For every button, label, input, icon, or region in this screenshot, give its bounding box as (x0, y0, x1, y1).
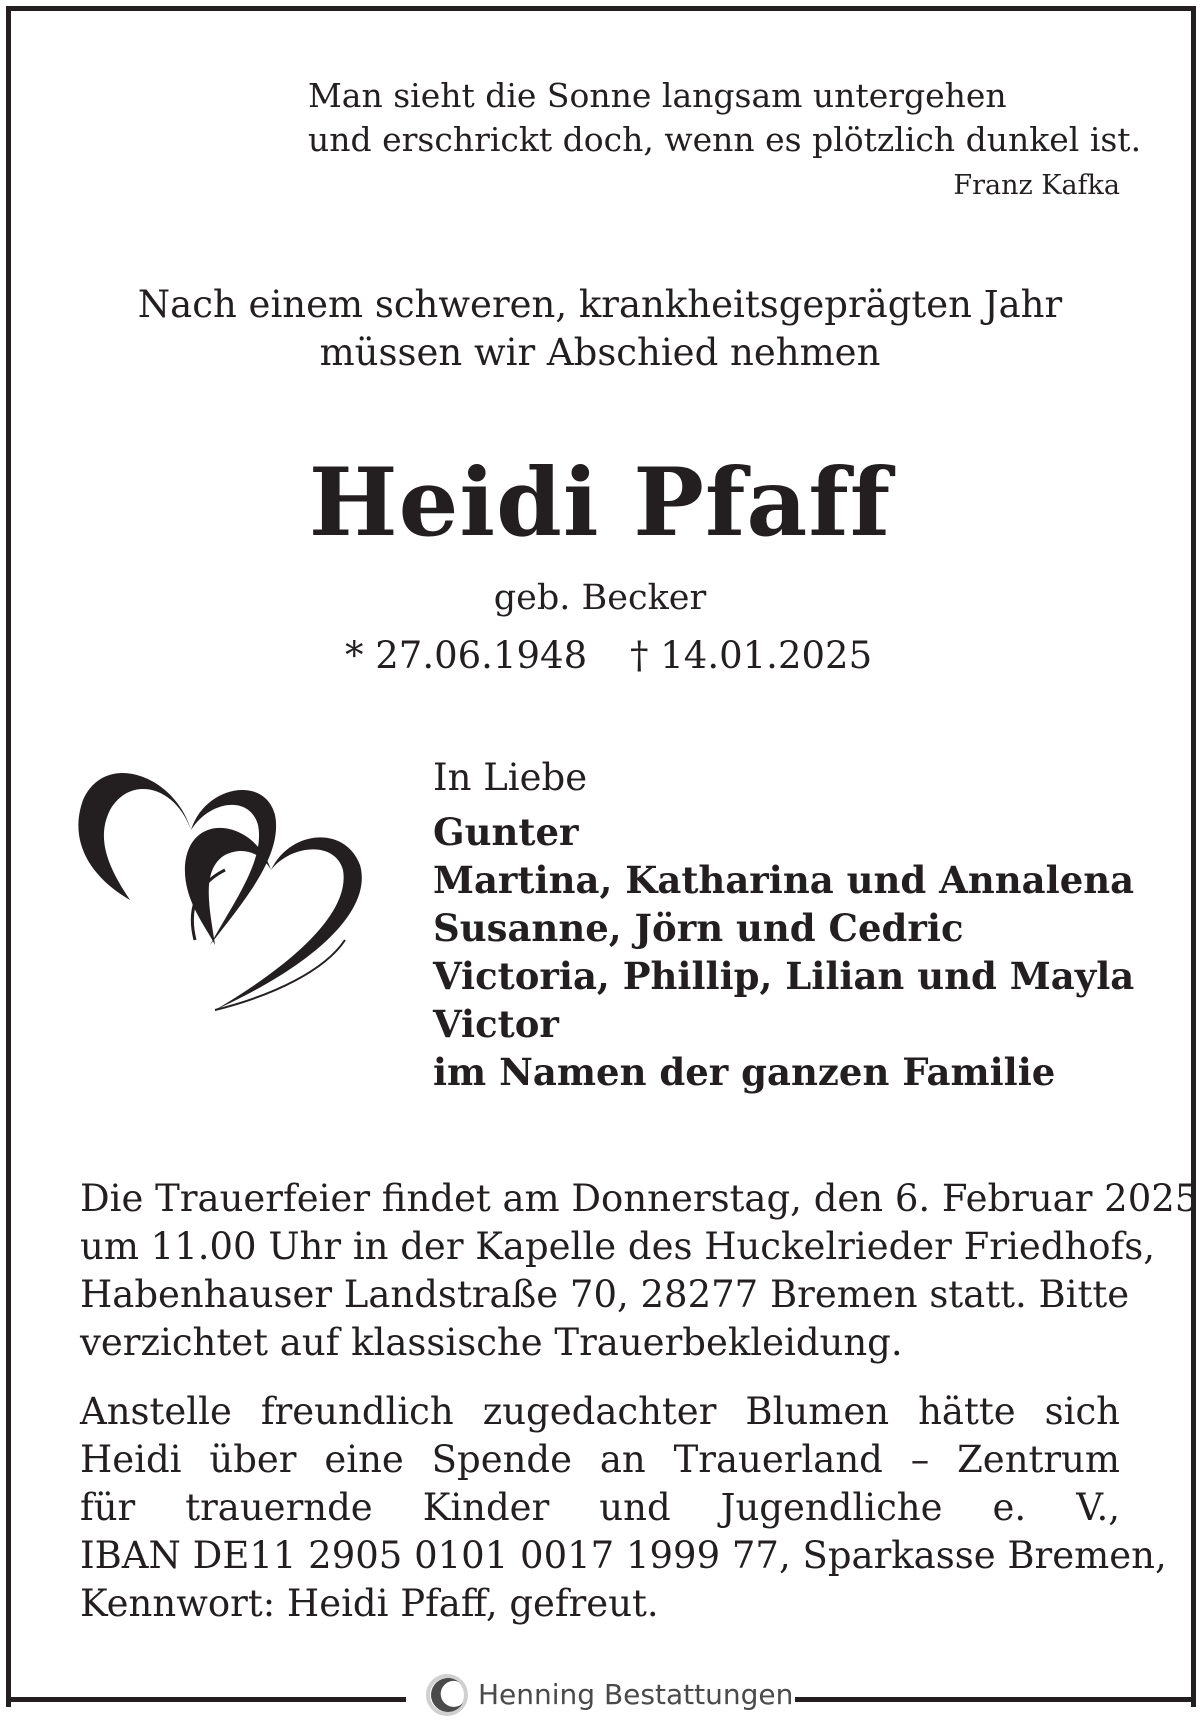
ceremony-line: verzichtet auf klassische Trauerbekleidung. (80, 1321, 903, 1364)
death-date: † 14.01.2025 (630, 634, 873, 677)
deceased-name: Heidi Pfaff (308, 448, 892, 558)
quote-author: Franz Kafka (953, 170, 1120, 201)
quote-line-2: und erschrickt doch, wenn es plötzlich dunkel ist. (308, 120, 1142, 159)
bottom-rule-right (795, 1697, 1191, 1702)
donation-line: Heidi über eine Spende an Trauerland – Zentrum (80, 1438, 1120, 1481)
mourners-list (433, 808, 1134, 1096)
funeral-home-logo (420, 1670, 794, 1720)
bottom-rule-left (6, 1697, 406, 1702)
ceremony-line: um 11.00 Uhr in der Kapelle des Huckelrieder Friedhofs, (80, 1225, 1155, 1268)
quote-line-1: Man sieht die Sonne langsam untergehen (308, 76, 1007, 115)
mourner-line: Martina, Katharina und Annalena (433, 858, 1135, 902)
ceremony-line: Die Trauerfeier findet am Donnerstag, den 6. Februar 2025 (80, 1177, 1199, 1220)
mourner-line: im Namen der ganzen Familie (433, 1050, 1056, 1094)
two-hearts-icon (75, 760, 375, 1020)
mourners-opening: In Liebe (433, 756, 588, 799)
intro-line-1: Nach einem schweren, krankheitsgeprägten Jahr (137, 283, 1063, 326)
mourner-line: Victoria, Phillip, Lilian und Mayla (433, 954, 1135, 998)
mourner-line: Victor (433, 1002, 559, 1046)
donation-line: für trauernde Kinder und Jugendliche e. V., (80, 1486, 1120, 1529)
crescent-ring-icon (425, 1673, 469, 1717)
donation-line: IBAN DE11 2905 0101 0017 1999 77, Sparkasse Bremen, (80, 1534, 1167, 1577)
ceremony-line: Habenhauser Landstraße 70, 28277 Bremen statt. Bitte (80, 1273, 1130, 1316)
intro-line-2: müssen wir Abschied nehmen (319, 331, 881, 374)
mourner-line: Gunter (433, 810, 579, 854)
donation-paragraph (80, 1388, 1167, 1628)
mourner-line: Susanne, Jörn und Cedric (433, 906, 964, 950)
donation-line: Anstelle freundlich zugedachter Blumen hätte sich (80, 1390, 1120, 1433)
logo-text: Henning Bestattungen (478, 1678, 794, 1711)
ceremony-paragraph (80, 1175, 1199, 1367)
birth-name: geb. Becker (493, 578, 707, 618)
birth-date: * 27.06.1948 (345, 634, 588, 677)
donation-line: Kennwort: Heidi Pfaff, gefreut. (80, 1582, 659, 1625)
